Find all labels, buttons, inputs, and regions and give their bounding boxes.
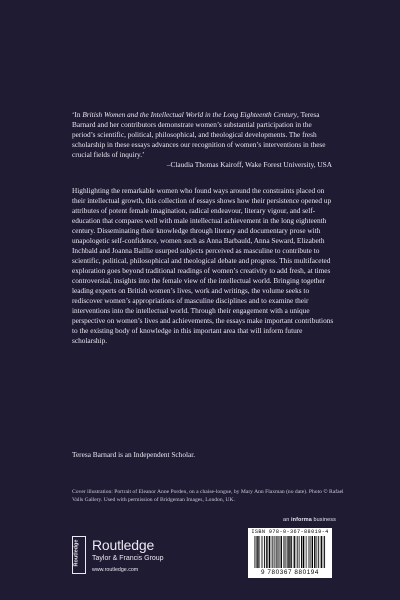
isbn-barcode (248, 528, 332, 578)
barcode-digits: 9 780367 880194 (260, 569, 320, 576)
publisher-group: Taylor & Francis Group (92, 555, 164, 562)
routledge-vertical-logo-icon (72, 536, 86, 574)
vertical-logo-text: Routledge (73, 539, 80, 567)
informa-brand: informa (290, 517, 312, 523)
publisher-name: Routledge (92, 537, 155, 553)
informa-prefix: an (283, 517, 291, 523)
barcode-bars-icon (254, 536, 326, 568)
quote-body: , Teresa Barnard and her contributors demonstrate women’s substantial participation in the period’s scientific, political, philosophical, and theological developments. The fresh scholarship in these essays advances our recognition of women’s interventions in these crucial fields of inquiry.’ (72, 110, 326, 159)
cover-illustration-credit: Cover illustration: Portrait of Eleanor Anne Porden, on a chaise-longue, by Mary Ann Flaxman (no date). Photo © Rafael Valls Gallery. Used with permission of Bridgeman Images, London, UK. (72, 489, 344, 503)
informa-suffix: business (311, 517, 336, 523)
informa-business-tag (283, 517, 336, 523)
quote-prefix: ‘In (72, 110, 83, 119)
author-bio: Teresa Barnard is an Independent Scholar. (72, 450, 196, 459)
isbn-label: ISBN 978-0-367-88019-4 (251, 529, 329, 535)
publisher-website: www.routledge.com (92, 567, 139, 573)
endorsement-quote (72, 110, 332, 170)
book-description: Highlighting the remarkable women who found ways around the constraints placed on their intellectual growth, this collection of essays shows how their persistence opened up attributes of potent female imagination, radical endeavour, literary vigour, and self-education that compares well with male intellectual achievement in the long eighteenth century. Disseminating their knowledge through literary and documentary prose with unapologetic self-confidence, women such as Anna Barbauld, Anna Seward, Elizabeth Inchbald and Joanna Baillie usurped subjects perceived as masculine to contribute to scientific, political, philosophical and theological debate and progress. This multifaceted exploration goes beyond traditional readings of women’s creativity to add fresh, at times controversial, insights into the female view of the intellectual world. Bringing together leading experts on British women’s lives, work and writings, the volume seeks to rediscover women’s appropriations of masculine disciplines and to examine their interventions into the intellectual world. Through their engagement with a unique perspective on women’s lives and achievements, the essays make important contributions to the existing body of knowledge in this important area that will inform future scholarship. (72, 186, 334, 345)
publisher-logo (72, 536, 222, 580)
quote-book-title: British Women and the Intellectual World in the Long Eighteenth Century (82, 110, 298, 119)
quote-attribution: –Claudia Thomas Kairoff, Wake Forest University, USA (166, 160, 332, 169)
